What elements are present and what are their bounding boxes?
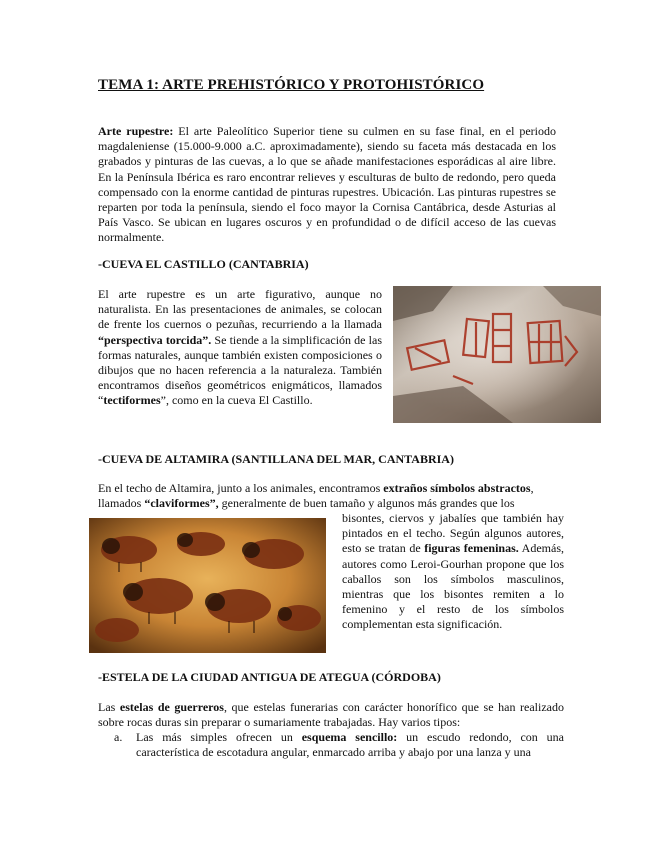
text-span: Las bbox=[98, 700, 120, 714]
page-title: TEMA 1: ARTE PREHISTÓRICO Y PROTOHISTÓRICO bbox=[98, 77, 485, 93]
paragraph-castillo bbox=[98, 287, 382, 409]
section-heading-castillo: -CUEVA EL CASTILLO (CANTABRIA) bbox=[98, 257, 309, 271]
bold-term: esquema sencillo: bbox=[301, 730, 398, 744]
bold-term: “perspectiva torcida”. bbox=[98, 332, 212, 347]
paragraph-altamira-line-2 bbox=[98, 496, 564, 511]
text-span: El arte rupestre es un arte figurativo, aunque no naturalista. En las presentaciones de animales, se colocan de frente los cuernos o pezuñas, recurriendo a la llamada bbox=[98, 287, 382, 332]
bold-term: estelas de guerreros bbox=[119, 700, 224, 714]
altamira-bison-painting-image bbox=[89, 518, 326, 653]
text-span: un escudo redondo, con una característica de escotadura angular, enmarcado arriba y abajo por una lanza y una bbox=[136, 730, 565, 760]
paragraph-altamira-line-1 bbox=[98, 481, 564, 496]
list-item-a bbox=[114, 730, 564, 760]
text-span: Además, autores como Leroi-Gourhan propone que los caballos son los símbolos masculinos, mientras que los bisontes remiten a lo femenino y el resto de los símbolos complementan esta significación. bbox=[342, 541, 565, 632]
section-heading-altamira: -CUEVA DE ALTAMIRA (SANTILLANA DEL MAR, CANTABRIA) bbox=[98, 452, 454, 466]
paragraph-label: Arte rupestre: bbox=[98, 124, 174, 138]
section-heading-ategua: -ESTELA DE LA CIUDAD ANTIGUA DE ATEGUA (CÓRDOBA) bbox=[98, 670, 441, 684]
text-span: , bbox=[530, 481, 534, 495]
text-span: Se tiende a la simplificación de las formas naturales, aunque también existen composiciones o dibujos que no hacen referencia a la naturaleza. También encontramos diseños geométricos enigmáticos, llamados “ bbox=[98, 332, 382, 408]
text-span: , que estelas funerarias con carácter honorífico que se han realizado sobre rocas duras sin preparar o sumariamente trabajadas. Hay varios tipos: bbox=[98, 700, 565, 730]
paragraph-altamira-wrap bbox=[342, 511, 564, 633]
text-span: llamados bbox=[98, 496, 145, 510]
text-span: ”, como en la cueva El Castillo. bbox=[160, 393, 313, 408]
paragraph-text: El arte Paleolítico Superior tiene su culmen en su fase final, en el periodo magdaleniense (15.000-9.000 a.C. aproximadamente), siendo su faceta más destacada en los grabados y pinturas de las cuevas, a lo que se añade manifestaciones esporádicas al aire libre. En la Península Ibérica es raro encontrar relieves y esculturas de bulto de redondo, pero queda compensado con la enorme cantidad de pinturas rupestres. Ubicación. Las pinturas rupestres se reparten por toda la península, siendo el foco mayor la Cornisa Cantábrica, desde Asturias al País Vasco. Se ubican en lugares oscuros y en profundidad o de difícil acceso de las cuevas normalmente. bbox=[98, 124, 556, 245]
paragraph-arte-rupestre bbox=[98, 124, 556, 246]
castillo-cave-painting-image bbox=[393, 286, 601, 423]
bold-term: figuras femeninas. bbox=[424, 541, 519, 556]
text-span: En el techo de Altamira, junto a los animales, encontramos bbox=[98, 481, 384, 495]
paragraph-ategua bbox=[98, 700, 564, 730]
text-span: bisontes, ciervos y jabalíes que también hay pintados en el techo. Según algunos autores, esto se tratan de bbox=[342, 511, 564, 556]
bold-term: extraños símbolos abstractos bbox=[383, 481, 531, 495]
list-marker: a. bbox=[114, 730, 123, 744]
bold-term: “claviformes”, bbox=[144, 496, 219, 510]
list-item-text bbox=[136, 730, 564, 760]
bold-term: tectiformes bbox=[103, 393, 161, 408]
text-span: Las más simples ofrecen un bbox=[136, 730, 302, 744]
text-span: generalmente de buen tamaño y algunos más grandes que los bbox=[218, 496, 515, 510]
